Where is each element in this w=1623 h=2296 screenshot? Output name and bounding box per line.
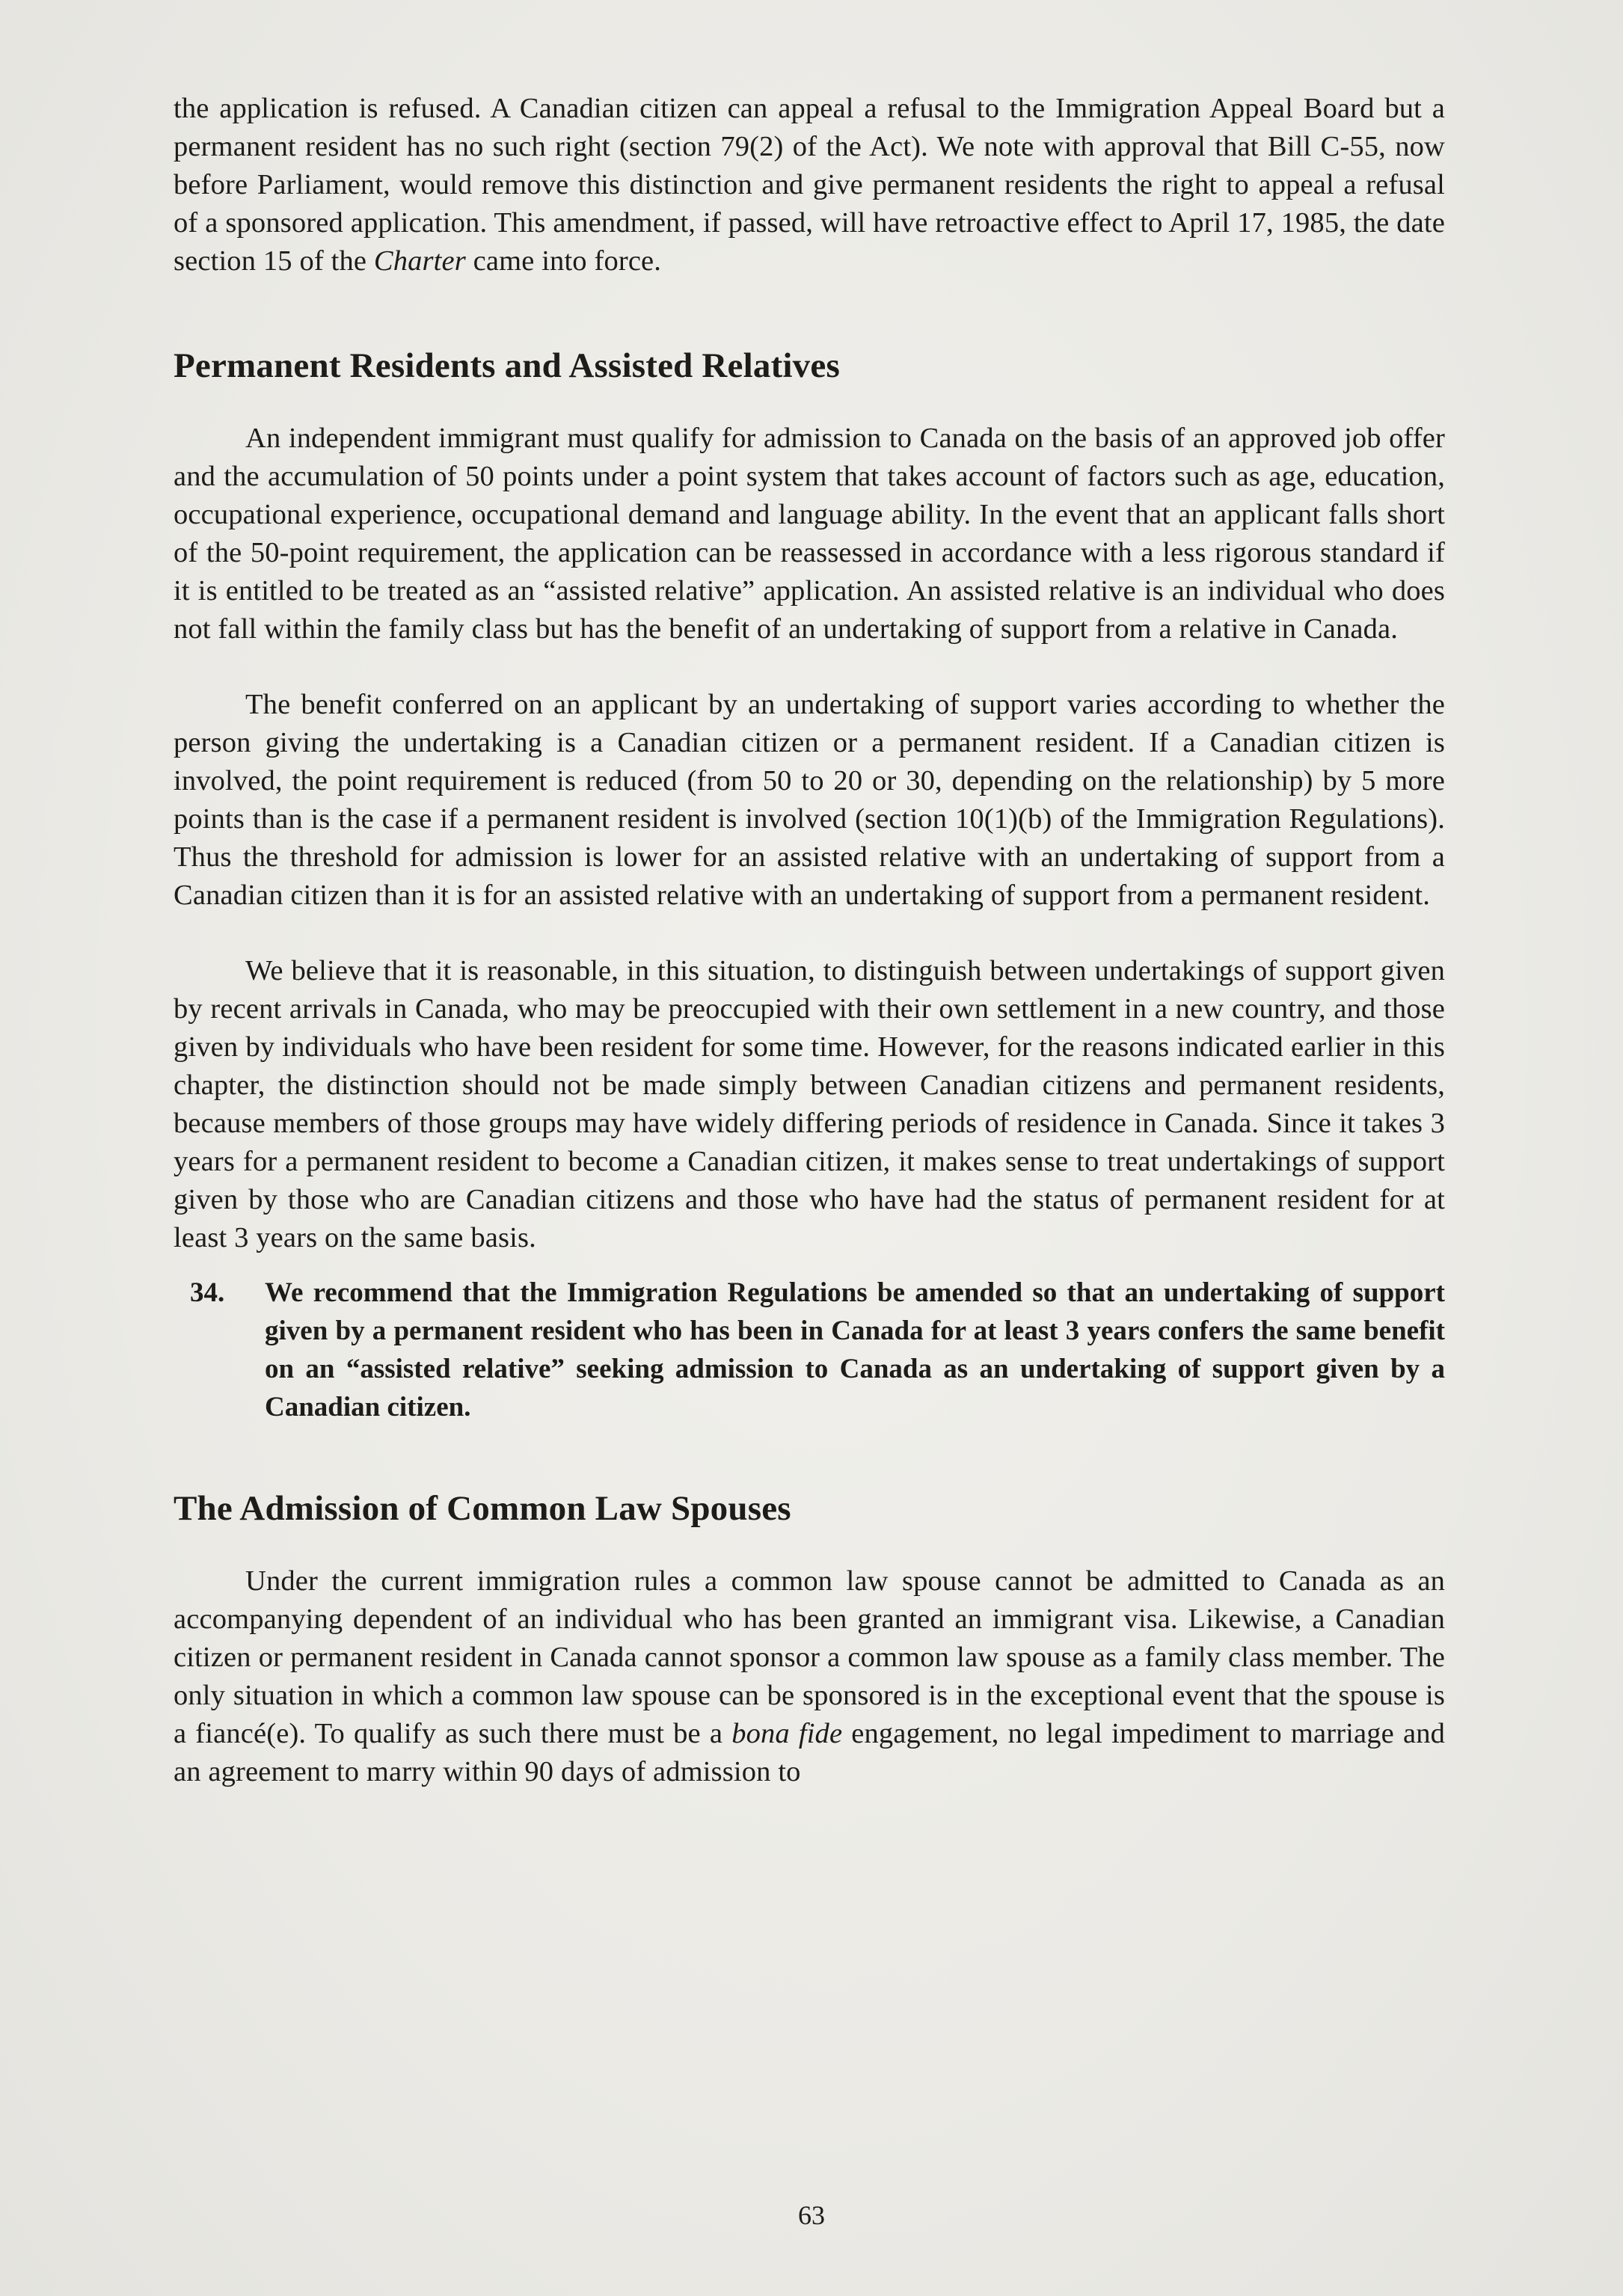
paragraph-independent-immigrant: An independent immigrant must qualify for admission to Canada on the basis of an approved job offer and the accumulation of 50 points under a point system that takes account of factors such as age, education, occupational experience, occupational demand and language ability. In the event that an applicant falls short of the 50-point requirement, the application can be reassessed in accordance with a less rigorous standard if it is entitled to be treated as an “assisted relative” application. An assisted relative is an individual who does not fall within the family class but has the benefit of an undertaking of support from a relative in Canada. (174, 423, 1445, 645)
heading-permanent-residents: Permanent Residents and Assisted Relatives (174, 346, 840, 385)
paragraph-reasonable-distinction: We believe that it is reasonable, in this situation, to distinguish between undertakings of support given by recent arrivals in Canada, who may be preoccupied with their own settlement in a new country, and those given by individuals who have been resident for some time. However, for the reasons indicated earlier in this chapter, the distinction should not be made simply between Canadian citizens and permanent residents, because members of those groups may have widely differing periods of residence in Canada. Since it takes 3 years for a permanent resident to become a Canadian citizen, it makes sense to treat undertakings of support given by those who are Canadian citizens and those who have had the status of permanent resident for at least 3 years on the same basis. (174, 955, 1445, 1253)
heading-common-law-spouses: The Admission of Common Law Spouses (174, 1489, 791, 1528)
paragraph-appeal-rights (174, 90, 1445, 280)
recommendation-number: 34. (190, 1277, 225, 1308)
bona-fide-italic: bona fide (731, 1718, 843, 1749)
recommendation-34 (174, 1274, 1445, 1426)
paragraph-text: Under the current immigration rules a common law spouse cannot be admitted to Canada as an accompanying dependent of an individual who has been granted an immigrant visa. Likewise, a Canadian citizen or permanent resident in Canada cannot sponsor a common law spouse as a family class member. The only situation in which a common law spouse can be sponsored is in the exceptional event that the spouse is a fiancé(e). To qualify as such there must be a (174, 1565, 1445, 1749)
paragraph-text: engagement, no legal impediment to marriage and an agreement to marry within 90 days of admission to (174, 1718, 1445, 1787)
paragraph-text: came into force. (465, 245, 662, 277)
paragraph-common-law-rules (174, 1562, 1445, 1791)
recommendation-text: We recommend that the Immigration Regulations be amended so that an undertaking of support given by a permanent resident who has been in Canada for at least 3 years confers the same benefit on an “assisted relative” seeking admission to Canada as an undertaking of support given by a Canadian citizen. (265, 1277, 1445, 1422)
paragraph-benefit-conferred: The benefit conferred on an applicant by an undertaking of support varies according to whether the person giving the undertaking is a Canadian citizen or a permanent resident. If a Canadian citizen is involved, the point requirement is reduced (from 50 to 20 or 30, depending on the relationship) by 5 more points than is the case if a permanent resident is involved (section 10(1)(b) of the Immigration Regulations). Thus the threshold for admission is lower for an assisted relative with an undertaking of support from a Canadian citizen than it is for an assisted relative with an undertaking of support from a permanent resident. (174, 689, 1445, 911)
charter-italic: Charter (373, 245, 466, 277)
paragraph-text: the application is refused. A Canadian citizen can appeal a refusal to the Immigration Appeal Board but a permanent resident has no such right (section 79(2) of the Act). We note with approval that Bill C-55, now before Parliament, would remove this distinction and give permanent residents the right to appeal a refusal of a sponsored application. This amendment, if passed, will have retroactive effect to April 17, 1985, the date section 15 of the (174, 93, 1445, 277)
page-number: 63 (798, 2200, 825, 2230)
text-column (174, 90, 1445, 1791)
